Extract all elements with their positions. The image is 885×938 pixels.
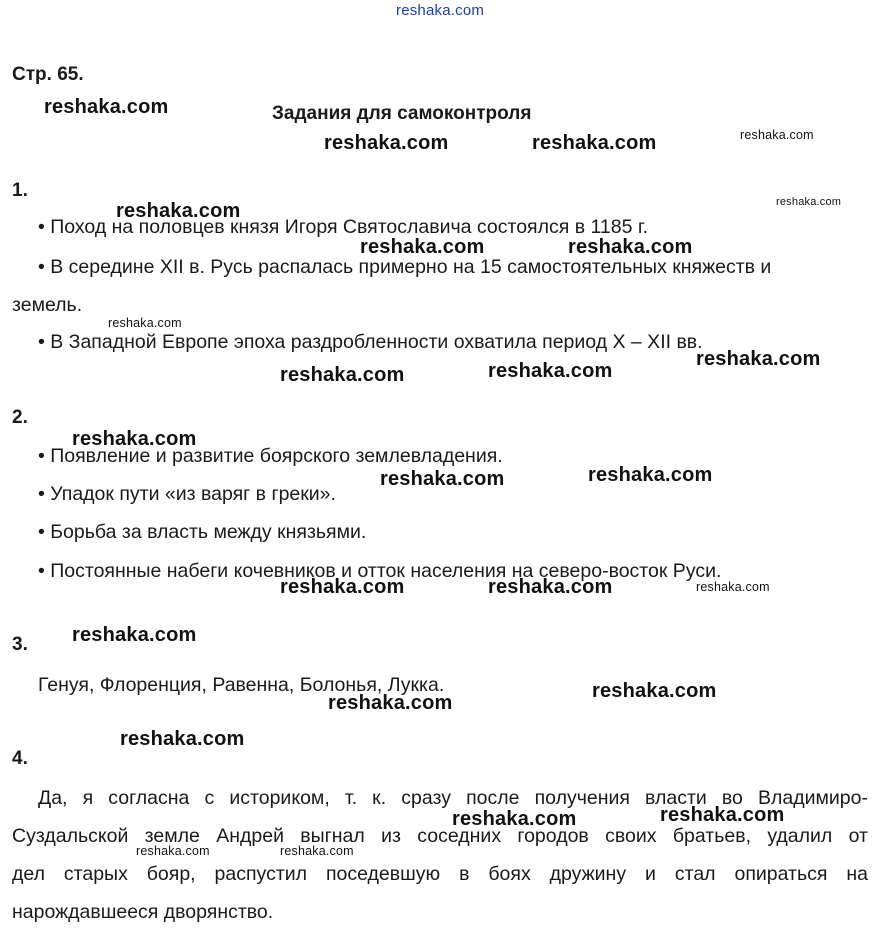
watermark: reshaka.com <box>532 132 657 154</box>
list-item: земель. <box>12 294 83 316</box>
watermark: reshaka.com <box>280 844 354 858</box>
section-number: 3. <box>12 634 28 655</box>
watermark: reshaka.com <box>72 624 197 646</box>
watermark: reshaka.com <box>488 576 613 598</box>
section-number: 2. <box>12 407 28 428</box>
paragraph-line: Суздальской земле Андрей выгнал из соседних городов своих братьев, удалил от <box>12 825 868 847</box>
watermark: reshaka.com <box>740 128 814 142</box>
page-title: Задания для самоконтроля <box>272 103 532 124</box>
watermark: reshaka.com <box>280 576 405 598</box>
list-item: • В середине XII в. Русь распалась примерно на 15 самостоятельных княжеств и <box>38 256 772 278</box>
watermark: reshaka.com <box>72 428 197 450</box>
watermark: reshaka.com <box>360 236 485 258</box>
watermark: reshaka.com <box>380 468 505 490</box>
watermark: reshaka.com <box>120 728 245 750</box>
paragraph-line: дел старых бояр, распустил поседевшую в боях дружину и стал опираться на <box>12 863 868 885</box>
list-item: • Борьба за власть между князьями. <box>38 521 367 543</box>
watermark: reshaka.com <box>280 364 405 386</box>
list-item: • Постоянные набеги кочевников и отток населения на северо-восток Руси. <box>38 560 722 582</box>
watermark: reshaka.com <box>488 360 613 382</box>
watermark: reshaka.com <box>108 316 182 330</box>
section-number: 4. <box>12 748 28 769</box>
watermark: reshaka.com <box>696 348 821 370</box>
watermark-top: reshaka.com <box>396 2 485 19</box>
watermark: reshaka.com <box>588 464 713 486</box>
page-label: Стр. 65. <box>12 64 84 85</box>
watermark: reshaka.com <box>116 200 241 222</box>
watermark: reshaka.com <box>776 196 842 208</box>
paragraph-line: нарождавшееся дворянство. <box>12 901 274 923</box>
list-item: • Поход на половцев князя Игоря Святославича состоялся в 1185 г. <box>38 216 648 238</box>
watermark: reshaka.com <box>452 808 577 830</box>
list-item: • Упадок пути «из варяг в греки». <box>38 483 336 505</box>
watermark: reshaka.com <box>592 680 717 702</box>
watermark: reshaka.com <box>44 96 169 118</box>
watermark: reshaka.com <box>324 132 449 154</box>
watermark: reshaka.com <box>136 844 210 858</box>
watermark: reshaka.com <box>660 804 785 826</box>
section-number: 1. <box>12 180 28 201</box>
watermark: reshaka.com <box>328 692 453 714</box>
list-item: • В Западной Европе эпоха раздробленности охватила период X – XII вв. <box>38 331 703 353</box>
paragraph-line: Да, я согласна с историком, т. к. сразу после получения власти во Владимиро- <box>38 787 868 809</box>
watermark: reshaka.com <box>568 236 693 258</box>
list-item: • Появление и развитие боярского землевладения. <box>38 445 503 467</box>
list-item: Генуя, Флоренция, Равенна, Болонья, Лукка. <box>38 674 445 696</box>
watermark: reshaka.com <box>696 580 770 594</box>
